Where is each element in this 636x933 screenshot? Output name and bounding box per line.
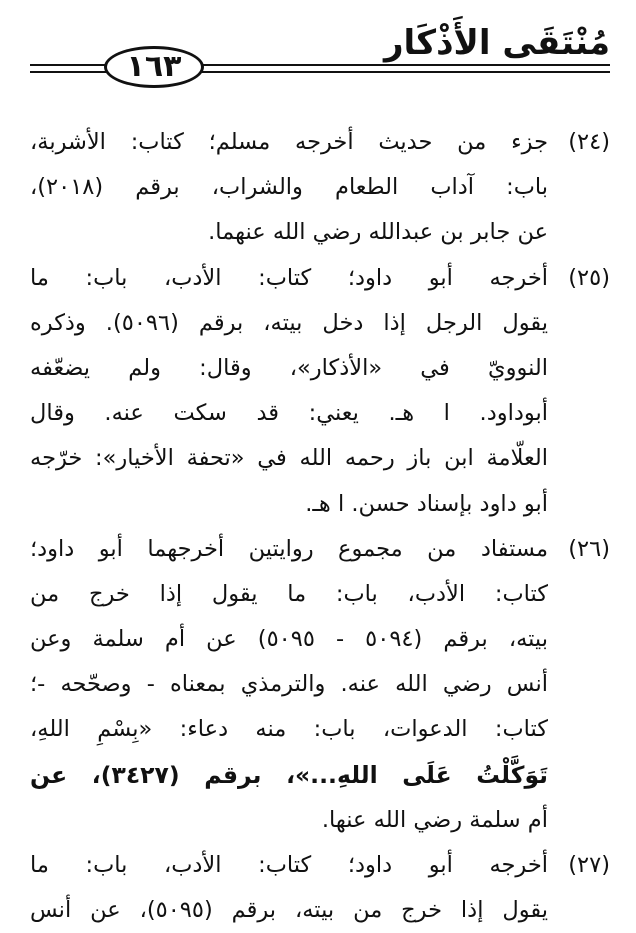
footnote-number: (٢٤) — [568, 129, 610, 155]
text-line: أم سلمة رضي الله عنها. — [321, 806, 548, 833]
footnote-text — [30, 527, 548, 843]
page-number: ١٦٣ — [104, 46, 204, 88]
text-line: يقول الرجل إذا دخل بيته، برقم (٥٠٩٦). وذكره — [30, 309, 548, 336]
footnote-number: (٢٥) — [568, 264, 610, 291]
text-line: النوويّ في «الأذكار»، وقال: ولم يضعّفه — [30, 354, 548, 381]
text-line: عن جابر بن عبدالله رضي الله عنهما. — [208, 219, 548, 246]
text-line: جزء من حديث أخرجه مسلم؛ كتاب: الأشربة، — [30, 129, 548, 155]
text-line: كتاب: الدعوات، باب: منه دعاء: «بِسْمِ اللهِ، — [30, 716, 548, 743]
footnote-25 — [30, 256, 610, 527]
text-line: تَوَكَّلْتُ عَلَى اللهِ...»، برقم (٣٤٢٧)، عن — [30, 760, 548, 789]
text-line: بيته، برقم (٥٠٩٤ - ٥٠٩٥) عن أم سلمة وعن — [30, 626, 548, 653]
footnote-number: (٢٧) — [568, 852, 610, 878]
text-line: كتاب: الأدب، باب: ما يقول إذا خرج من — [30, 580, 548, 607]
text-line: أبو داود بإسناد حسن. ا هـ. — [305, 490, 548, 517]
footnote-number: (٢٦) — [568, 535, 610, 562]
text-line: أنس رضي الله عنه. والترمذي بمعناه - وصحّحه -؛ — [30, 671, 548, 698]
text-line: باب: آداب الطعام والشراب، برقم (٢٠١٨)، — [30, 174, 548, 201]
footnote-text — [30, 843, 548, 933]
footnotes — [30, 120, 610, 933]
text-line: مستفاد من مجموع روايتين أخرجهما أبو داود؛ — [30, 535, 548, 562]
text-line: العلّامة ابن باز رحمه الله في «تحفة الأخيار»: خرّجه — [30, 445, 548, 472]
text-line: أخرجه أبو داود؛ كتاب: الأدب، باب: ما — [30, 264, 548, 291]
footnote-24 — [30, 120, 610, 256]
book-title: مُنْتَقَى الأَذْكَار — [383, 23, 610, 63]
footnote-text — [30, 256, 548, 527]
text-line: أبوداود. ا هـ. يعني: قد سكت عنه. وقال — [30, 400, 548, 427]
text-line: يقول إذا خرج من بيته، برقم (٥٠٩٥)، عن أنس — [30, 897, 548, 924]
footnote-27 — [30, 843, 610, 933]
footnote-text — [30, 120, 548, 256]
footnote-26 — [30, 527, 610, 843]
text-line: أخرجه أبو داود؛ كتاب: الأدب، باب: ما — [30, 852, 548, 878]
